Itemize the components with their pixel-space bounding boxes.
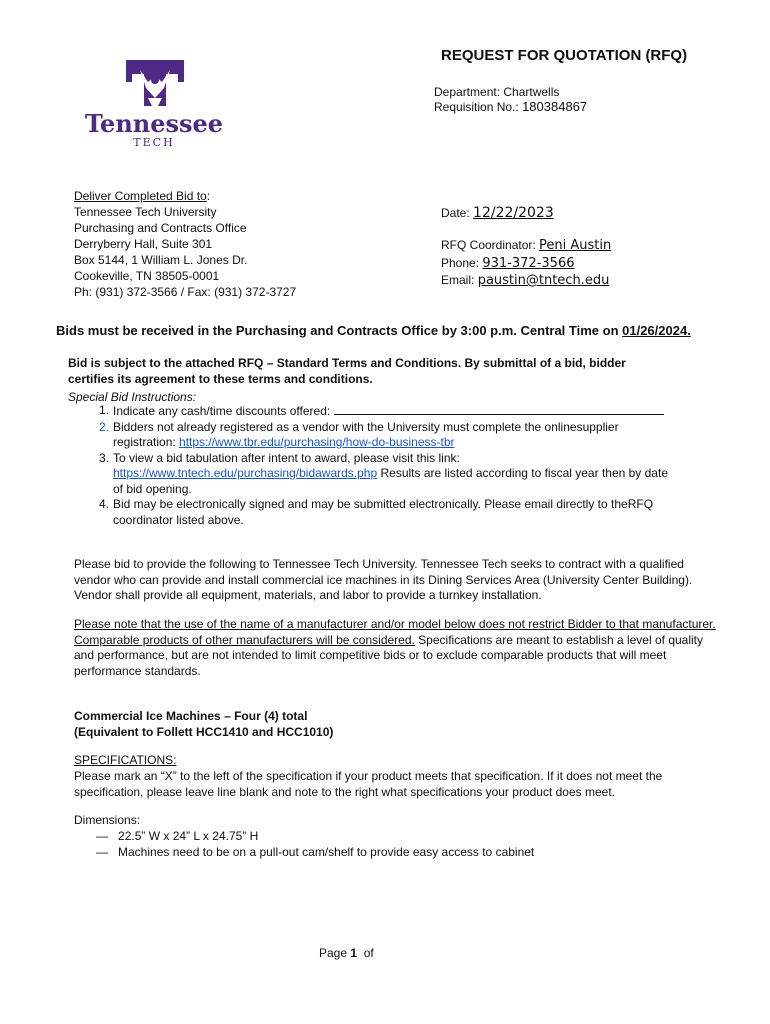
page-number: 1 [350, 946, 358, 960]
deliver-line: Tennessee Tech University [74, 205, 217, 219]
deliver-heading: Deliver Completed Bid to: [74, 189, 211, 203]
page-footer: Page 1 of [319, 946, 374, 960]
instruction-item-3: 3. To view a bid tabulation after intent to award, please visit this link: [98, 450, 460, 465]
page-title: REQUEST FOR QUOTATION (RFQ) [441, 47, 688, 64]
dash-marker: — [96, 829, 108, 843]
email-value: paustin@tntech.edu [477, 273, 610, 288]
specifications-heading: SPECIFICATIONS: [74, 753, 177, 767]
deliver-line: Cookeville, TN 38505-0001 [74, 269, 220, 283]
instruction-item-2: 2. Bidders not already registered as a vendor with the University must complete the onlinesupplier [98, 419, 619, 434]
deadline-date: 01/26/2024. [622, 323, 691, 338]
phone-value: 931-372-3566 [482, 256, 575, 271]
bid-awards-link[interactable]: https://www.tntech.edu/purchasing/bidawards.php [113, 466, 378, 480]
product-title: Commercial Ice Machines – Four (4) total [74, 709, 308, 723]
product-subtitle: (Equivalent to Follett HCC1410 and HCC1010) [74, 725, 334, 739]
tennessee-tech-logo [84, 58, 224, 148]
logo-wordmark: Tennessee [84, 109, 224, 138]
specifications-section: SPECIFICATIONS: Please mark an “X” to the left of the specification if your product meets that specification. If it does not meet the specification, please leave line blank and note to the right what specifications your product does meet. [74, 753, 663, 799]
deliver-line: Ph: (931) 372-3566 / Fax: (931) 372-3727 [74, 285, 297, 299]
logo-sub: TECH [133, 136, 175, 149]
department-line: Department: Chartwells [434, 85, 560, 99]
department-value: Chartwells [503, 85, 560, 99]
deliver-line: Purchasing and Contracts Office [74, 221, 247, 235]
instruction-item-1: 1. Indicate any cash/time discounts offered: [113, 403, 668, 420]
email-line: Email: paustin@tntech.edu [441, 273, 610, 288]
date-value: 12/22/2023 [473, 205, 554, 221]
product-heading [74, 708, 333, 740]
instruction-item-4: 4. Bid may be electronically signed and may be submitted electronically. Please email directly to theRFQ [98, 497, 654, 511]
intro-paragraph: Please bid to provide the following to Tennessee Tech University. Tennessee Tech seeks to contract with a qualified vendor who can provide and install commercial ice machines in its Dining Services Area (University Center Building). Vendor shall provide all equipment, materials, and labor to provide a turnkey installation. [74, 557, 693, 602]
deliver-block [74, 188, 296, 300]
special-instructions-heading: Special Bid Instructions: [68, 390, 197, 404]
requisition-line: Requisition No.: 180384867 [434, 99, 588, 114]
dimensions-heading: Dimensions: [74, 813, 141, 827]
dash-marker: — [96, 845, 108, 859]
manufacturer-note: Please note that the use of the name of a manufacturer and/or model below does not restrict Bidder to that manufacturer. Comparable products of other manufacturers will be considered. Specifications are meant to establish a level of quality and performance, but are not intended to limit competitive bids or to exclude comparable products that will meet performance standards. [74, 617, 716, 678]
bid-deadline: Bids must be received in the Purchasing and Contracts Office by 3:00 p.m. Central Time on 01/26/2024. [56, 323, 691, 338]
dimensions-list [96, 828, 534, 860]
deliver-line: Box 5144, 1 William L. Jones Dr. [74, 253, 248, 267]
coordinator-line: RFQ Coordinator: Peni Austin [441, 238, 612, 253]
dimension-item: — 22.5” W x 24” L x 24.75” H [96, 829, 259, 843]
terms-notice: Bid is subject to the attached RFQ – Standard Terms and Conditions. By submittal of a bid, bidder certifies its agreement to these terms and conditions. [68, 356, 626, 386]
requisition-value: 180384867 [522, 99, 588, 114]
tbr-registration-link[interactable]: https://www.tbr.edu/purchasing/how-do-business-tbr [179, 435, 455, 449]
phone-line: Phone: 931-372-3566 [441, 256, 575, 271]
date-line: Date: 12/22/2023 [441, 205, 554, 221]
coordinator-value: Peni Austin [539, 238, 612, 253]
discount-input-line[interactable] [334, 403, 664, 415]
dimension-item: — Machines need to be on a pull-out cam/shelf to provide easy access to cabinet [96, 845, 535, 859]
deliver-line: Derryberry Hall, Suite 301 [74, 237, 213, 251]
instructions-list: 1. Indicate any cash/time discounts offered: 2. Bidders not already registered as a vendor with the University must complete the onlinesupplier registration: https://www.tbr.edu/purchasing/how-do-business-tbr 3. To view a bid tabulation after intent to award, please visit this link: https://www.tntech.edu/purchasing/bidawards.php Results are listed according to fiscal year then by date of bid opening. 4. Bid may be electronically signed and may be submitted electronically. Please email directly to theRFQ coordinator listed above. [98, 403, 668, 527]
